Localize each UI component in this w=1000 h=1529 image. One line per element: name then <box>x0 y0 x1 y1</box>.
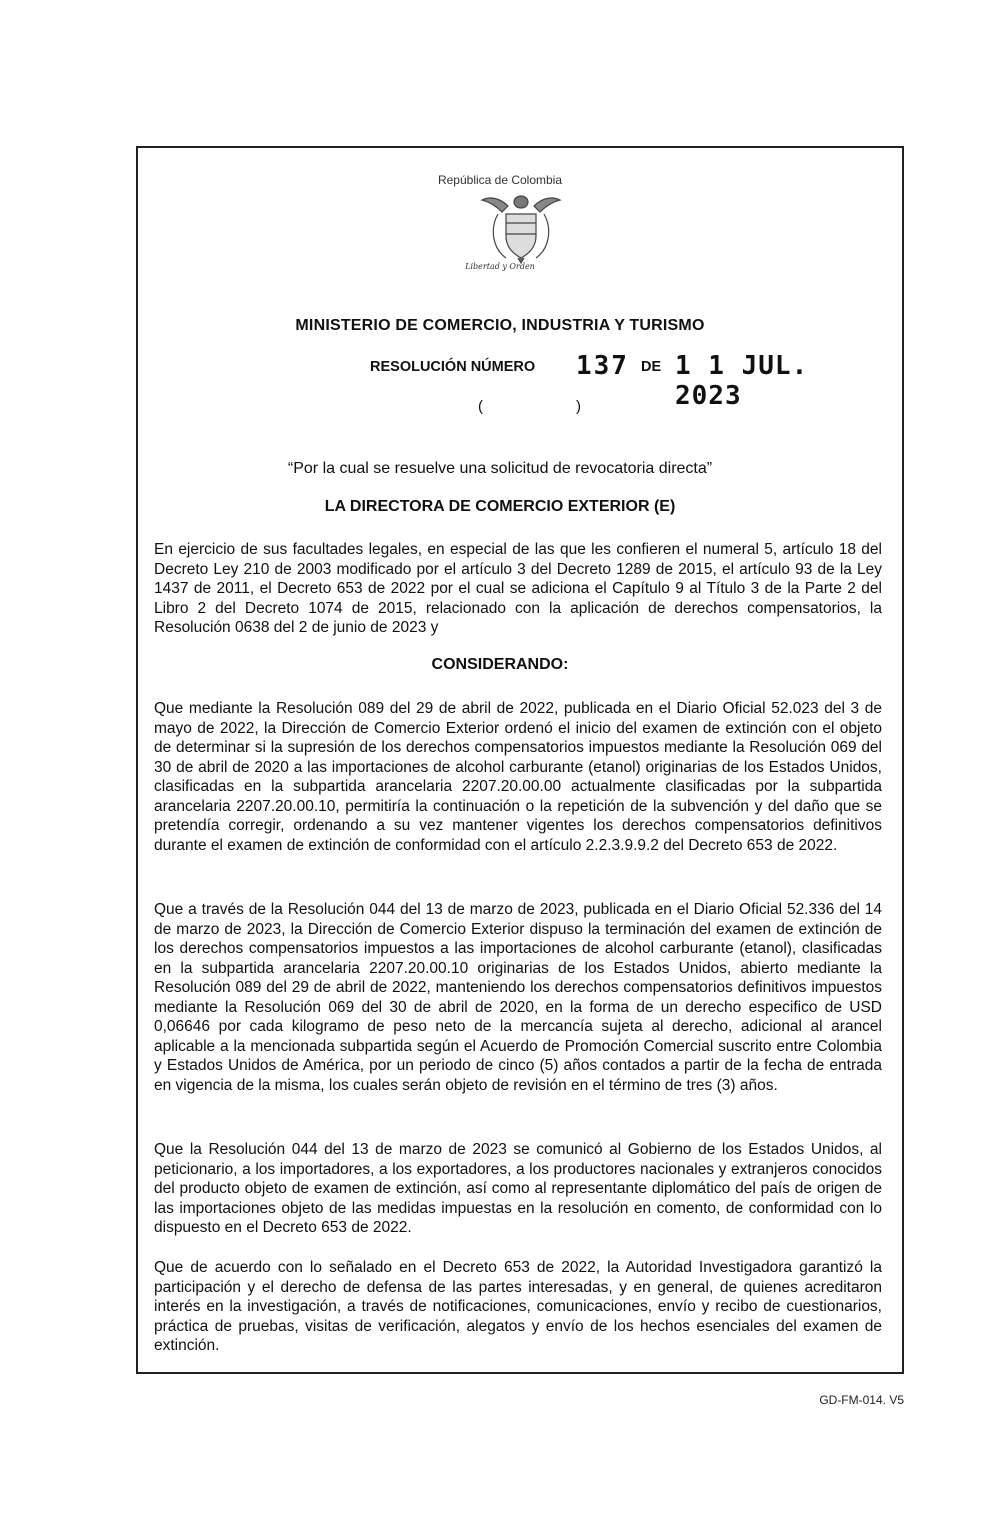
form-code: GD-FM-014. V5 <box>819 1393 904 1407</box>
resolution-line <box>370 351 850 411</box>
authority-title: LA DIRECTORA DE COMERCIO EXTERIOR (E) <box>324 498 676 515</box>
resolution-date: 1 1 JUL. 2023 <box>675 351 809 411</box>
country-name: República de Colombia <box>437 173 563 187</box>
seal-motto: Libertad y Orden <box>465 262 535 271</box>
coat-of-arms-icon <box>478 192 564 264</box>
paren-open: ( <box>478 398 483 415</box>
resolution-number: 137 <box>576 351 629 381</box>
ministry-title: MINISTERIO DE COMERCIO, INDUSTRIA Y TURISMO <box>295 317 705 334</box>
resolution-subject: “Por la cual se resuelve una solicitud de revocatoria directa” <box>287 460 713 477</box>
considerando-heading: CONSIDERANDO: <box>431 656 569 673</box>
considerando-paragraph-2: Que a través de la Resolución 044 del 13 de marzo de 2023, publicada en el Diario Oficial 52.336 del 14 de marzo de 2023, la Dirección de Comercio Exterior dispuso la terminación del examen de extinción de los derechos compensatorios impuestos a las importaciones de alcohol carburante (etanol), clasificadas en la subpartida arancelaria 2207.20.00.10 originarias de los Estados Unidos, abierto mediante la Resolución 089 del 29 de abril de 2022, manteniendo los derechos compensatorios definitivos impuestos mediante la Resolución 069 del 30 de abril de 2020, en la forma de un derecho especifico de USD 0,06646 por cada kilogramo de peso neto de la mercancía sujeta al derecho, adicional al arancel aplicable a la mencionada subpartida según el Acuerdo de Promoción Comercial suscrito entre Colombia y Estados Unidos de América, por un periodo de cinco (5) años contados a partir de la fecha de entrada en vigencia de la misma, los cuales serán objeto de revisión en el término de tres (3) años. <box>154 901 882 1094</box>
preamble-paragraph: En ejercicio de sus facultades legales, en especial de las que les confieren el numeral 5, artículo 18 del Decreto Ley 210 de 2003 modificado por el artículo 3 del Decreto 1289 de 2015, el artículo 93 de la Ley 1437 de 2011, el Decreto 653 de 2022 por el cual se adiciona el Capítulo 9 al Título 3 de la Parte 2 del Libro 2 del Decreto 1074 de 2015, relacionado con la aplicación de derechos compensatorios, la Resolución 0638 del 2 de junio de 2023 y <box>154 541 882 636</box>
resolution-label: RESOLUCIÓN NÚMERO <box>370 359 536 375</box>
paren-close: ) <box>576 398 581 415</box>
considerando-paragraph-3: Que la Resolución 044 del 13 de marzo de 2023 se comunicó al Gobierno de los Estados Unidos, al peticionario, a los importadores, a los exportadores, a los productores nacionales y extranjeros conocidos del producto objeto de examen de extinción, así como al representante diplomático del país de origen de las importaciones objeto de las medidas impuestas en la resolución en comento, de conformidad con lo dispuesto en el Decreto 653 de 2022. <box>154 1141 882 1236</box>
considerando-paragraph-4: Que de acuerdo con lo señalado en el Decreto 653 de 2022, la Autoridad Investigadora garantizó la participación y el derecho de defensa de las partes interesadas, y en general, de quienes acreditaron interés en la investigación, a través de notificaciones, comunicaciones, envío y recibo de cuestionarios, práctica de pruebas, visitas de verificación, alegatos y envío de los hechos esenciales del examen de extinción. <box>154 1259 882 1354</box>
resolution-de: DE <box>641 359 662 375</box>
considerando-paragraph-1: Que mediante la Resolución 089 del 29 de abril de 2022, publicada en el Diario Oficial 52.023 del 3 de mayo de 2022, la Dirección de Comercio Exterior ordenó el inicio del examen de extinción con el objeto de determinar si la supresión de los derechos compensatorios impuestos mediante la Resolución 069 del 30 de abril de 2020 a las importaciones de alcohol carburante (etanol) originarias de los Estados Unidos, clasificadas en la subpartida arancelaria 2207.20.00.00 actualmente clasificadas por la subpartida arancelaria 2207.20.00.10, permitiría la continuación o la repetición de la subvención y del daño que se pretendía corregir, ordenando a su vez mantener vigentes los derechos compensatorios definitivos durante el examen de extinción de conformidad con el artículo 2.2.3.9.9.2 del Decreto 653 de 2022. <box>154 700 882 854</box>
